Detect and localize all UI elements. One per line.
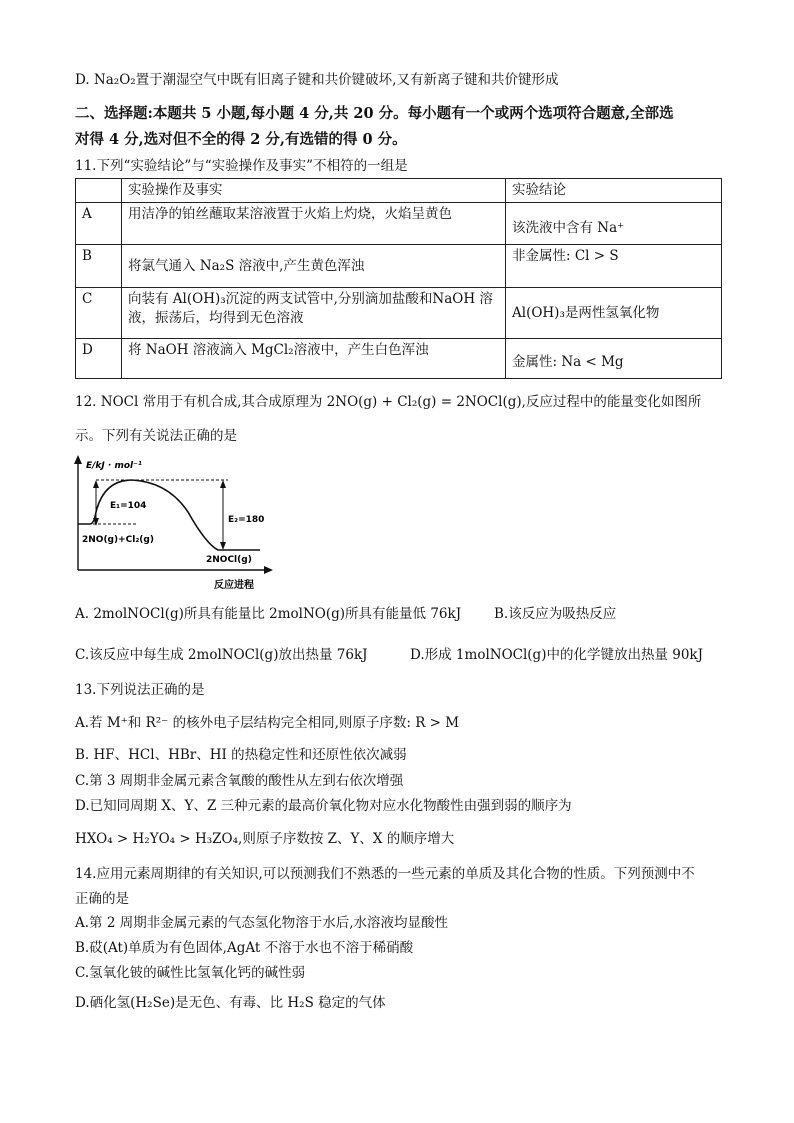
y-axis-label: E/kJ · mol⁻¹ [86,461,142,471]
row-operation: 向装有 Al(OH)₃沉淀的两支试管中,分别滴加盐酸和NaOH 溶 [128,291,493,307]
q14-stem-line2: 正确的是 [75,891,129,907]
q12-option-a: A. 2molNOCl(g)所具有能量比 2molNO(g)所具有能量低 76kJ [75,606,462,622]
q14-stem-line1: 14.应用元素周期律的有关知识,可以预测我们不熟悉的一些元素的单质及其化合物的性质。下列预测中不 [75,866,695,882]
q12-stem-line1: 12. NOCl 常用于有机合成,其合成原理为 2NO(g) + Cl₂(g) = 2NOCl(g),反应过程中的能量变化如图所 [75,394,702,410]
y-axis-arrow [74,455,82,464]
product-label: 2NOCl(g) [206,555,252,565]
header-cell-conclusion: 实验结论 [506,179,722,203]
header-cell-blank [76,179,122,203]
row-operation: 用洁净的铂丝蘸取某溶液置于火焰上灼烧，火焰呈黄色 [122,203,506,245]
q12-option-b: B.该反应为吸热反应 [494,606,617,622]
q13-option-b: B. HF、HCl、HBr、HI 的热稳定性和还原性依次减弱 [75,747,407,763]
reactant-label: 2NO(g)+Cl₂(g) [82,535,154,545]
energy-diagram [68,452,278,592]
q12-option-d: D.形成 1molNOCl(g)中的化学键放出热量 90kJ [410,647,704,663]
row-conclusion: 该洗液中含有 Na⁺ [506,203,722,245]
e2-arrowhead-down [220,542,226,550]
table-row [76,245,722,288]
row-conclusion: 金属性: Na < Mg [506,339,722,379]
e2-label: E₂=180 [228,515,265,525]
q13-option-c: C.第 3 周期非金属元素含氧酸的酸性从左到右依次增强 [75,773,404,789]
table-row [76,339,722,379]
row-conclusion: 非金属性: Cl > S [506,245,722,288]
q12-stem-line2: 示。下列有关说法正确的是 [75,428,237,444]
row-label: D [76,339,122,379]
section2-instructions-line2: 对得 4 分,选对但不全的得 2 分,有选错的得 0 分。 [75,131,407,148]
q13-option-a: A.若 M⁺和 R²⁻ 的核外电子层结构完全相同,则原子序数: R > M [75,715,460,731]
x-axis-arrow [264,566,273,574]
row-label: A [76,203,122,245]
section2-instructions-line1: 二、选择题:本题共 5 小题,每小题 4 分,共 20 分。每小题有一个或两个选项符合题意,全部选 [75,105,674,122]
table-row [76,288,722,339]
e1-label: E₁=104 [110,501,147,511]
q14-option-a: A.第 2 周期非金属元素的气态氢化物溶于水后,水溶液均显酸性 [75,915,449,931]
q13-option-d: D.已知同周期 X、Y、Z 三种元素的最高价氧化物对应水化物酸性由强到弱的顺序为 [75,798,572,814]
table-header-row [76,179,722,203]
e1-arrowhead-down [93,518,99,526]
q13-stem: 13.下列说法正确的是 [75,682,205,698]
q12-option-c: C.该反应中每生成 2molNOCl(g)放出热量 76kJ [75,647,368,663]
row-label: C [76,288,122,339]
x-axis-label: 反应进程 [214,580,254,591]
row-operation: 将 NaOH 溶液滴入 MgCl₂溶液中，产生白色浑浊 [122,339,506,379]
q11-table [75,178,722,379]
q13-option-d-cont: HXO₄ > H₂YO₄ > H₃ZO₄,则原子序数按 Z、Y、X 的顺序增大 [75,831,455,847]
header-cell-operation: 实验操作及事实 [122,179,506,203]
q14-option-c: C.氢氧化铍的碱性比氢氧化钙的碱性弱 [75,965,306,981]
row-operation-cont: 液，振荡后，均得到无色溶液 [128,310,304,326]
table-row [76,203,722,245]
e1-arrowhead-up [93,480,99,488]
q10-option-d: D. Na₂O₂置于潮湿空气中既有旧离子键和共价键破坏,又有新离子键和共价键形成 [75,72,559,88]
row-conclusion: Al(OH)₃是两性氢氧化物 [506,288,722,339]
q11-stem: 11.下列“实验结论”与“实验操作及事实”不相符的一组是 [75,158,408,174]
row-label: B [76,245,122,288]
e2-arrowhead-up [220,480,226,488]
row-operation-cell [122,288,506,339]
q14-option-d: D.硒化氢(H₂Se)是无色、有毒、比 H₂S 稳定的气体 [75,995,386,1011]
row-operation: 将氯气通入 Na₂S 溶液中,产生黄色浑浊 [122,245,506,288]
q14-option-b: B.砹(At)单质为有色固体,AgAt 不溶于水也不溶于稀硝酸 [75,940,414,956]
